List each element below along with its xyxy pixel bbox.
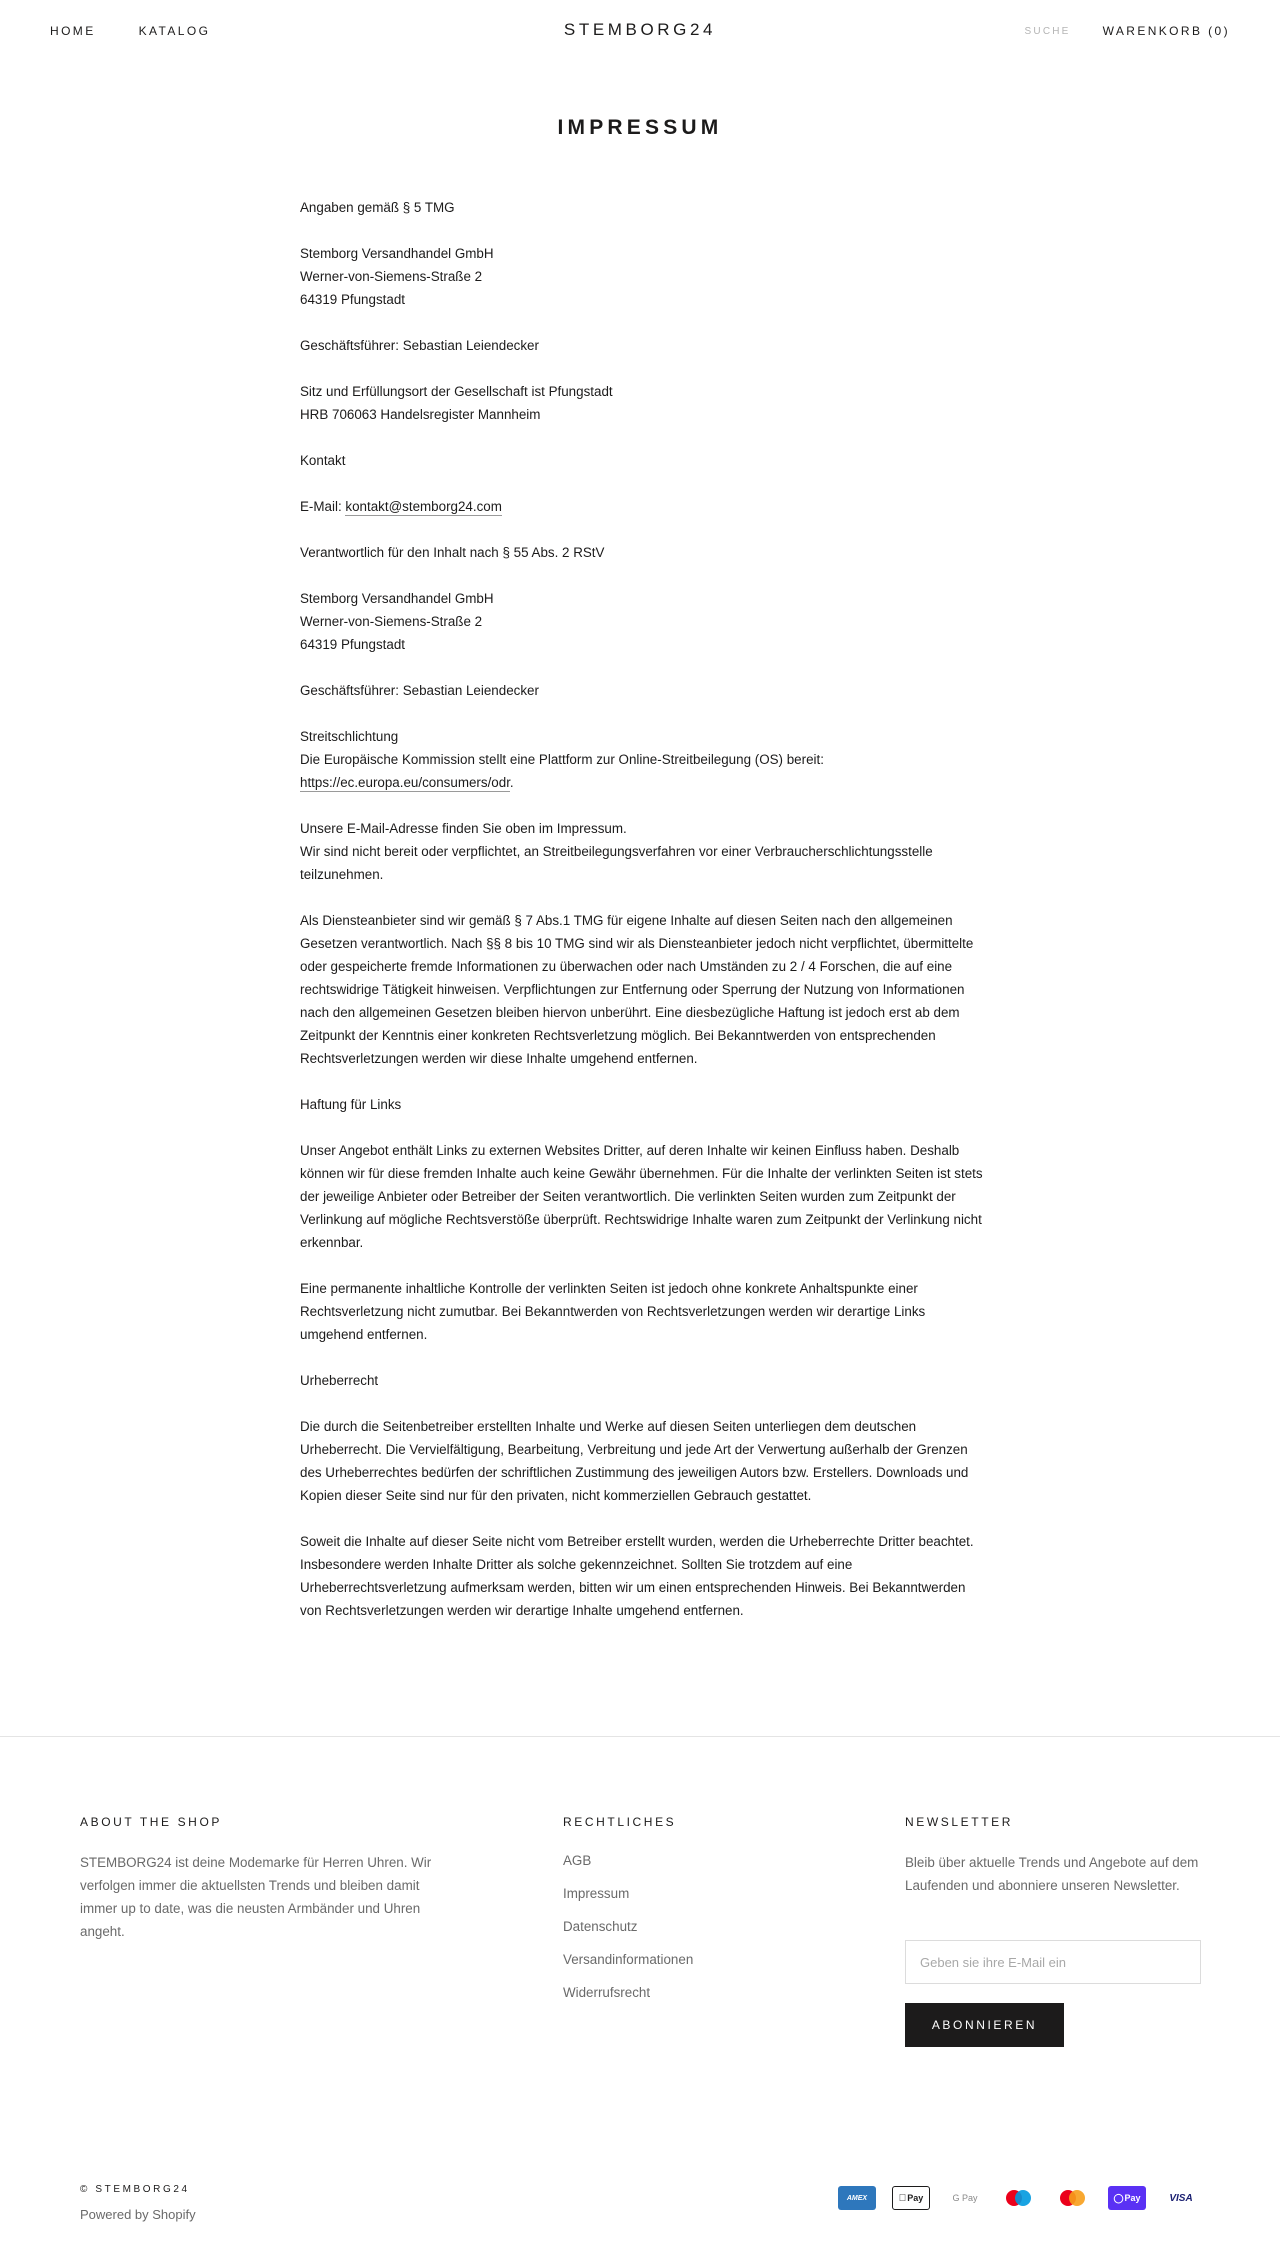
email-link[interactable]: kontakt@stemborg24.com <box>345 499 502 514</box>
amex-icon: AMEX <box>838 2186 876 2210</box>
apple-pay-icon <box>892 2186 930 2210</box>
shop-pay-label: Pay <box>1124 2193 1141 2203</box>
apple-pay-label: Pay <box>903 2193 920 2203</box>
dispute-section <box>300 725 990 794</box>
imprint-link[interactable]: Impressum <box>563 1886 630 1901</box>
maestro-blue-circle <box>1015 2190 1031 2206</box>
page-title: IMPRESSUM <box>557 116 723 139</box>
copyright: © STEMBORG24 <box>80 2184 190 2195</box>
shipping-info-link[interactable]: Versandinformationen <box>563 1952 694 1967</box>
subscribe-button[interactable]: ABONNIEREN <box>905 2003 1064 2047</box>
about-text: STEMBORG24 ist deine Modemarke für Herren Uhren. Wir verfolgen immer die aktuellsten Trends und bleiben damit immer up to date, was die neusten Armbänder und Uhren angeht. <box>80 1855 432 1939</box>
maestro-icon <box>1000 2186 1038 2210</box>
shop-logo-icon: ◯ <box>1113 2192 1124 2203</box>
nav-catalog-link[interactable]: KATALOG <box>138 24 211 38</box>
copyright-text-2: Soweit die Inhalte auf dieser Seite nicht vom Betreiber erstellt wurden, werden die Urheberrechte Dritter beachtet. Insbesondere werden Inhalte Dritter als solche gekennzeichnet. Sollten Sie trotzdem auf eine Urheberrechtsverletzung aufmerksam werden, bitten wir um einen entsprechenden Hinweis. Bei Bekanntwerden von Rechtsverletzungen werden wir derartige Inhalte umgehend entfernen. <box>300 1534 974 1618</box>
company-street: Werner-von-Siemens-Straße 2 <box>300 614 483 629</box>
newsletter-heading: NEWSLETTER <box>905 1815 1014 1829</box>
email-note-line-1: Unsere E-Mail-Adresse finden Sie oben im Impressum. <box>300 821 627 836</box>
dispute-end: . <box>509 775 514 790</box>
tmg-heading: Angaben gemäß § 5 TMG <box>300 200 455 215</box>
site-logo[interactable]: STEMBORG24 <box>563 20 717 39</box>
company-name: Stemborg Versandhandel GmbH <box>300 591 494 606</box>
payment-icons <box>838 2186 1200 2210</box>
dispute-heading: Streitschlichtung <box>300 729 399 744</box>
maestro-circles <box>1006 2190 1032 2206</box>
company-street: Werner-von-Siemens-Straße 2 <box>300 269 483 284</box>
responsible-heading: Verantwortlich für den Inhalt nach § 55 Abs. 2 RStV <box>300 545 605 560</box>
visa-icon: VISA <box>1162 2186 1200 2210</box>
newsletter-email-input[interactable] <box>905 1940 1201 1984</box>
liability-text: Als Diensteanbieter sind wir gemäß § 7 Abs.1 TMG für eigene Inhalte auf diesen Seiten nach den allgemeinen Gesetzen verantwortlich. Nach §§ 8 bis 10 TMG sind wir als Diensteanbieter jedoch nicht verpflichtet, übermittelte oder gespeicherte fremde Informationen zu überwachen oder nach Umständen zu 2 / 4 Forschen, die auf eine rechtswidrige Tätigkeit hinweisen. Verpflichtungen zur Entfernung oder Sperrung der Nutzung von Informationen nach den allgemeinen Gesetzen bleiben hiervon unberührt. Eine diesbezügliche Haftung ist jedoch erst ab dem Zeitpunkt der Kenntnis einer konkreten Rechtsverletzung möglich. Bei Bekanntwerden von entsprechenden Rechtsverletzungen werden wir diese Inhalte umgehend entfernen. <box>300 913 974 1066</box>
legal-heading: RECHTLICHES <box>563 1815 677 1829</box>
legal-links <box>563 1851 693 2016</box>
mastercard-circles <box>1060 2190 1086 2206</box>
mastercard-orange-circle <box>1069 2190 1085 2206</box>
dispute-text: Die Europäische Kommission stellt eine Plattform zur Online-Streitbeilegung (OS) bereit: <box>300 752 824 767</box>
company-city: 64319 Pfungstadt <box>300 292 405 307</box>
email-note <box>300 817 990 886</box>
registered-office: Sitz und Erfüllungsort der Gesellschaft ist Pfungstadt <box>300 384 613 399</box>
site-header <box>0 0 1280 62</box>
responsible-address <box>300 587 990 656</box>
copyright-heading: Urheberrecht <box>300 1373 379 1388</box>
company-address <box>300 242 990 311</box>
google-pay-icon: G Pay <box>946 2186 984 2210</box>
copyright-text-1: Die durch die Seitenbetreiber erstellten Inhalte und Werke auf diesen Seiten unterliegen dem deutschen Urheberrecht. Die Vervielfältigung, Bearbeitung, Verbreitung und jede Art der Verwertung außerhalb der Grenzen des Urheberrechtes bedürfen der schriftlichen Zustimmung des jeweiligen Autors bzw. Erstellers. Downloads und Kopien dieser Seite sind nur für den privaten, nicht kommerziellen Gebrauch gestattet. <box>300 1419 969 1503</box>
company-city: 64319 Pfungstadt <box>300 637 405 652</box>
powered-by-link[interactable]: Powered by Shopify <box>80 2207 196 2222</box>
odr-link[interactable]: https://ec.europa.eu/consumers/odr <box>300 775 510 790</box>
shop-pay-icon <box>1108 2186 1146 2210</box>
search-link[interactable]: SUCHE <box>1024 25 1071 37</box>
agb-link[interactable]: AGB <box>563 1853 592 1868</box>
withdrawal-link[interactable]: Widerrufsrecht <box>563 1985 651 2000</box>
managing-director: Geschäftsführer: Sebastian Leiendecker <box>300 683 539 698</box>
apple-logo-icon <box>899 2193 907 2204</box>
mastercard-icon <box>1054 2186 1092 2210</box>
links-text-2: Eine permanente inhaltliche Kontrolle der verlinkten Seiten ist jedoch ohne konkrete Anhaltspunkte einer Rechtsverletzung nicht zumutbar. Bei Bekanntwerden von Rechtsverletzungen werden wir derartige Links umgehend entfernen. <box>300 1281 926 1342</box>
cart-link[interactable]: WARENKORB (0) <box>1102 24 1230 38</box>
managing-director: Geschäftsführer: Sebastian Leiendecker <box>300 338 539 353</box>
imprint-content <box>300 196 990 1645</box>
privacy-link[interactable]: Datenschutz <box>563 1919 638 1934</box>
header-actions <box>1025 24 1230 38</box>
email-note-line-2: Wir sind nicht bereit oder verpflichtet, an Streitbeilegungsverfahren vor einer Verbraucherschlichtungsstelle teilzunehmen. <box>300 844 933 882</box>
links-text-1: Unser Angebot enthält Links zu externen Websites Dritter, auf deren Inhalte wir keinen Einfluss haben. Deshalb können wir für diese fremden Inhalte auch keine Gewähr übernehmen. Für die Inhalte der verlinkten Seiten ist stets der jeweilige Anbieter oder Betreiber der Seiten verantwortlich. Die verlinkten Seiten wurden zum Zeitpunkt der Verlinkung auf mögliche Rechtsverstöße überprüft. Rechtswidrige Inhalte waren zum Zeitpunkt der Verlinkung nicht erkennbar. <box>300 1143 983 1250</box>
contact-email <box>300 495 990 518</box>
links-heading: Haftung für Links <box>300 1097 402 1112</box>
newsletter-text: Bleib über aktuelle Trends und Angebote auf dem Laufenden und abonniere unseren Newsletter. <box>905 1855 1199 1893</box>
about-heading: ABOUT THE SHOP <box>80 1815 222 1829</box>
email-prefix: E-Mail: <box>300 499 346 514</box>
footer-divider <box>0 1736 1280 1737</box>
company-name: Stemborg Versandhandel GmbH <box>300 246 494 261</box>
commercial-register: HRB 706063 Handelsregister Mannheim <box>300 407 541 422</box>
contact-heading: Kontakt <box>300 453 346 468</box>
registration-info <box>300 380 990 426</box>
nav-home-link[interactable]: HOME <box>50 24 96 38</box>
